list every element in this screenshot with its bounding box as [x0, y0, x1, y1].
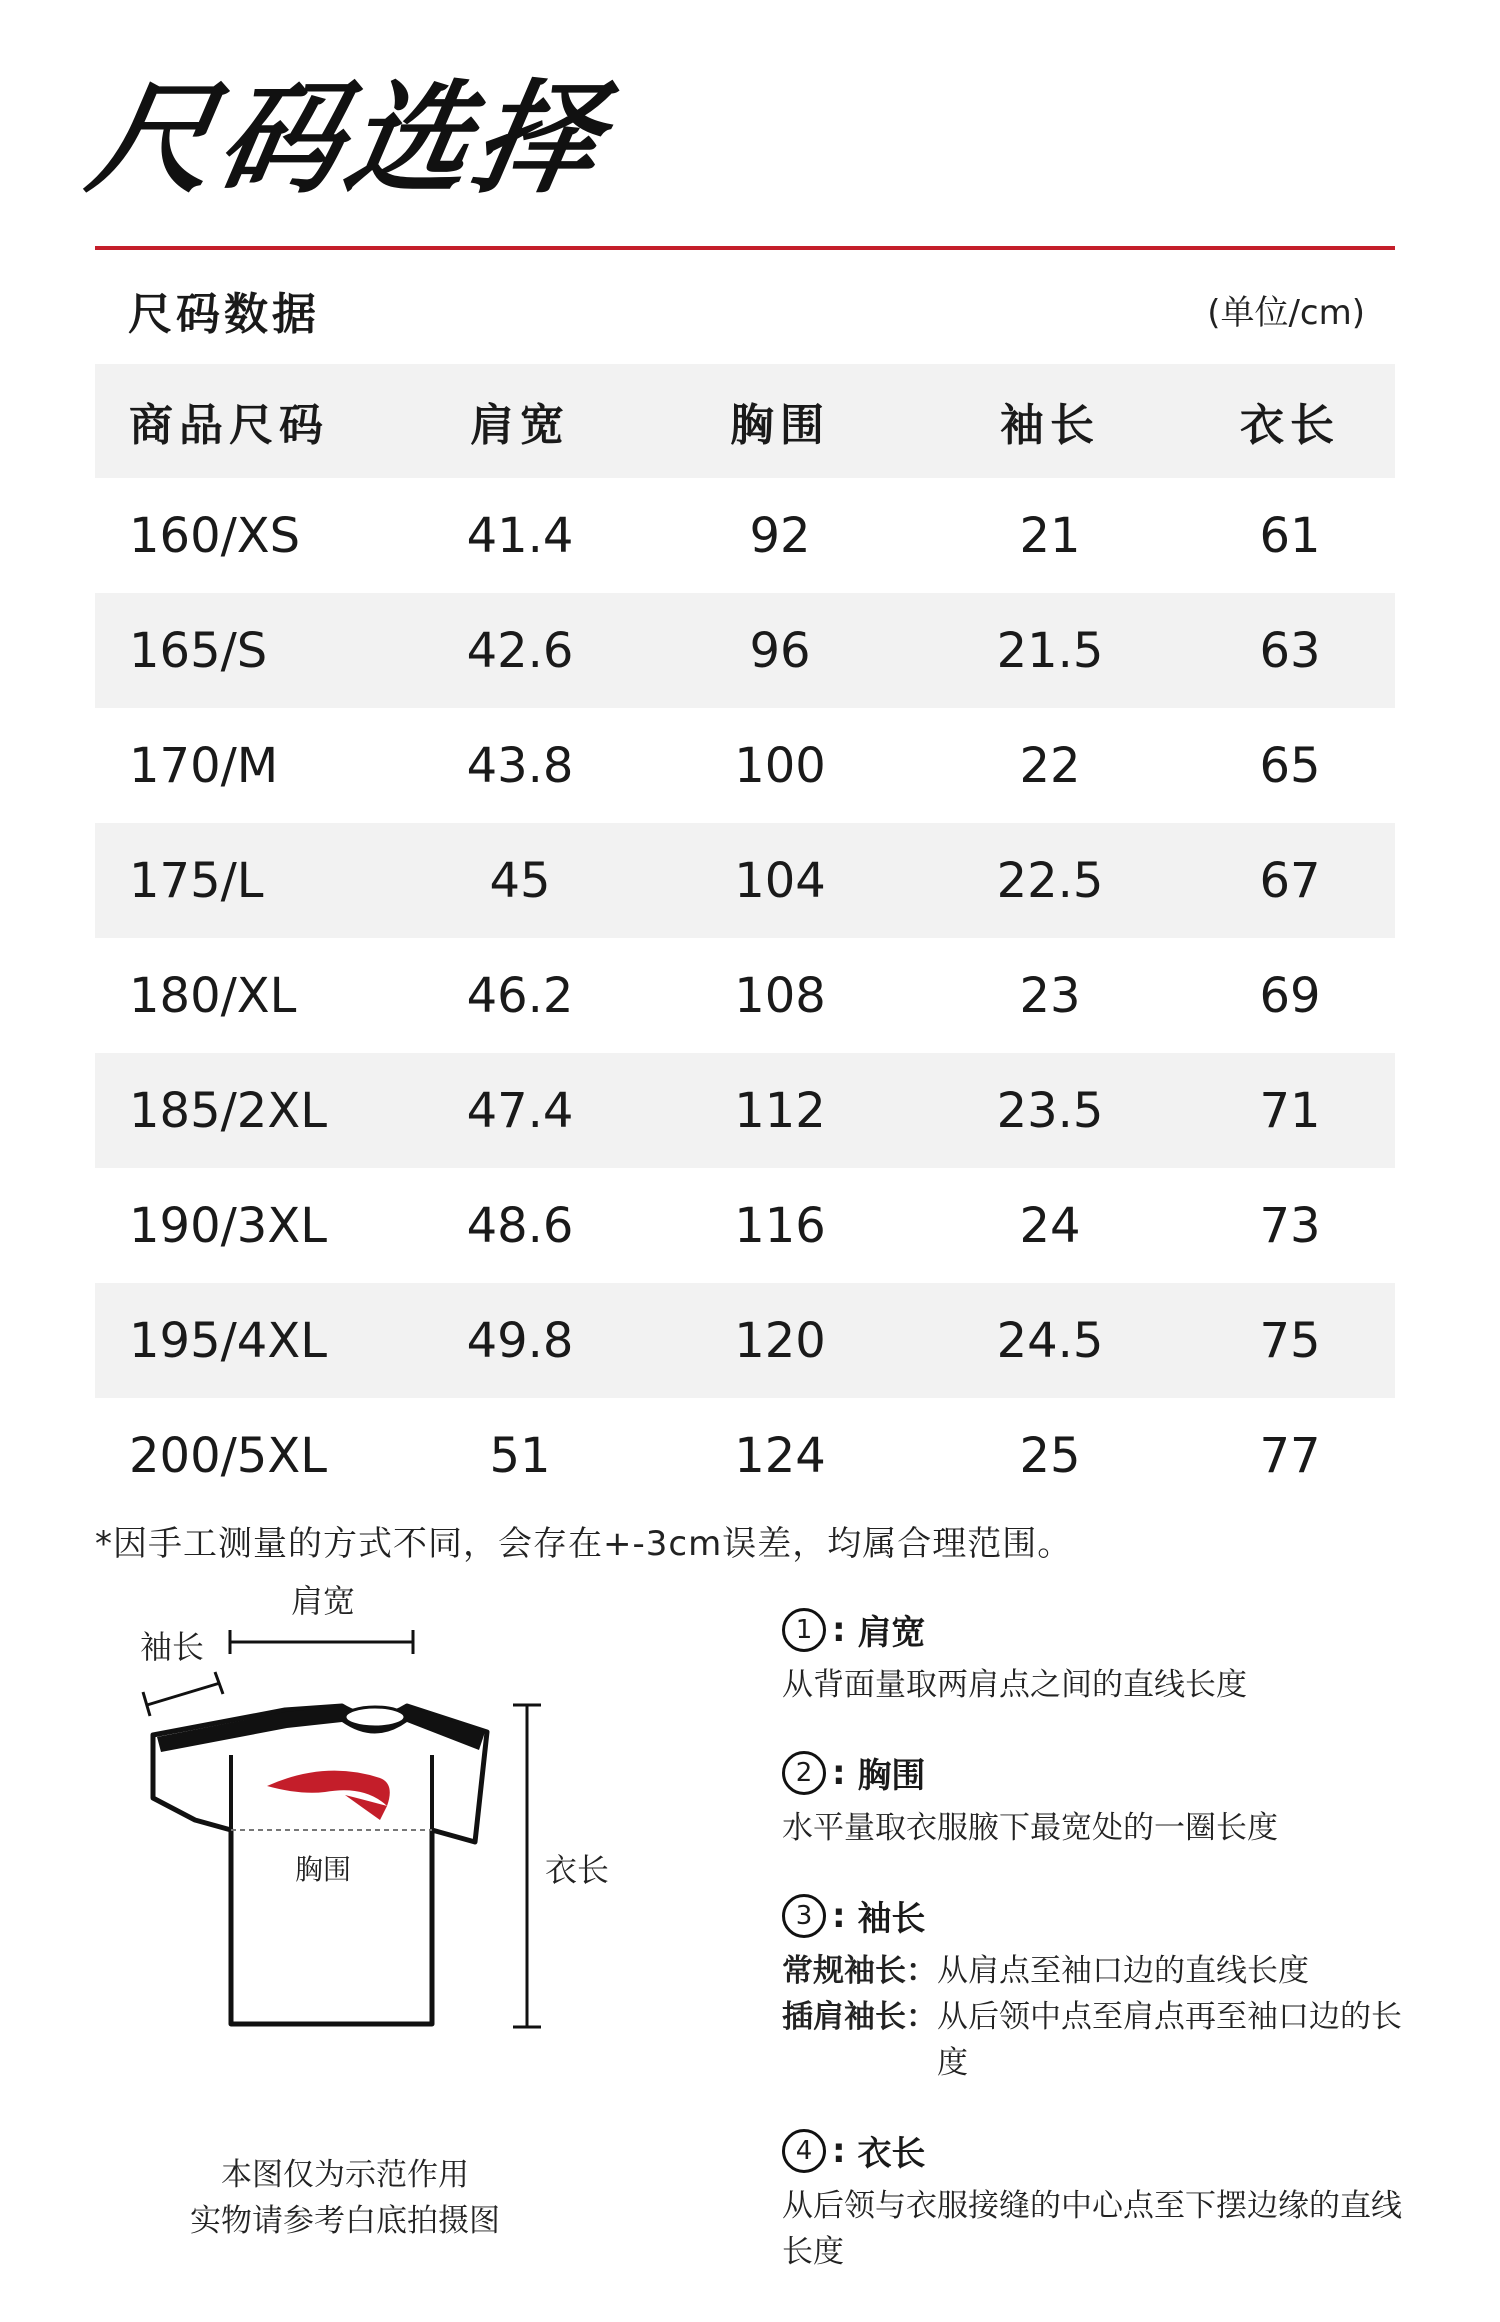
cell-shoulder: 47.4 — [466, 1082, 574, 1139]
table-header-row — [95, 364, 1395, 478]
cell-length: 77 — [1259, 1427, 1321, 1484]
sleeve-regular-text: 从肩点至袖口边的直线长度 — [937, 1953, 1309, 1989]
cell-size: 185/2XL — [129, 1082, 327, 1139]
cell-shoulder: 48.6 — [466, 1197, 574, 1254]
definition-title: 衣长 — [857, 2134, 926, 2174]
definition-shoulder: 1 : 肩宽 从背面量取两肩点之间的直线长度 — [782, 1605, 1402, 1708]
cell-chest: 120 — [734, 1312, 826, 1369]
caption-line-1: 本图仅为示范作用 — [221, 2157, 469, 2193]
cell-chest: 116 — [734, 1197, 826, 1254]
sleeve-regular-key: 常规袖长： — [782, 1953, 937, 1989]
cell-shoulder: 49.8 — [466, 1312, 574, 1369]
cell-chest: 92 — [749, 507, 811, 564]
cell-length: 61 — [1259, 507, 1321, 564]
cell-sleeve: 23.5 — [996, 1082, 1104, 1139]
cell-size: 170/M — [129, 737, 279, 794]
measurement-definitions — [782, 1605, 1402, 2315]
page-title: 尺码选择 — [79, 68, 617, 210]
title-divider — [95, 246, 1395, 250]
cell-size: 200/5XL — [129, 1427, 327, 1484]
cell-size: 180/XL — [129, 967, 297, 1024]
cell-sleeve: 24.5 — [996, 1312, 1104, 1369]
table-row — [95, 823, 1395, 938]
cell-length: 69 — [1259, 967, 1321, 1024]
number-1-icon: 1 — [782, 1608, 826, 1652]
header-chest: 胸围 — [730, 400, 830, 451]
cell-size: 160/XS — [129, 507, 301, 564]
cell-size: 175/L — [129, 852, 264, 909]
cell-shoulder: 43.8 — [466, 737, 574, 794]
cell-length: 63 — [1259, 622, 1321, 679]
header-sleeve: 袖长 — [1000, 400, 1100, 451]
number-2-icon: 2 — [782, 1751, 826, 1795]
number-3-icon: 3 — [782, 1894, 826, 1938]
sleeve-raglan-text: 从后领中点至肩点再至袖口边的长度 — [937, 1999, 1402, 2081]
header-size: 商品尺码 — [129, 400, 329, 451]
cell-sleeve: 25 — [1019, 1427, 1081, 1484]
definition-text: 从背面量取两肩点之间的直线长度 — [782, 1667, 1247, 1703]
cell-shoulder: 45 — [489, 852, 551, 909]
cell-shoulder: 41.4 — [466, 507, 574, 564]
cell-chest: 124 — [734, 1427, 826, 1484]
cell-size: 165/S — [129, 622, 268, 679]
table-row — [95, 708, 1395, 823]
definition-title: 胸围 — [857, 1756, 926, 1796]
cell-sleeve: 23 — [1019, 967, 1081, 1024]
definition-chest: 2 : 胸围 水平量取衣服腋下最宽处的一圈长度 — [782, 1748, 1402, 1851]
measurement-footnote: *因手工测量的方式不同，会存在+-3cm误差，均属合理范围。 — [95, 1524, 1073, 1564]
definition-title: 肩宽 — [857, 1613, 926, 1653]
sleeve-label: 袖长 — [140, 1628, 205, 1666]
cell-chest: 112 — [734, 1082, 826, 1139]
cell-sleeve: 24 — [1019, 1197, 1081, 1254]
cell-length: 73 — [1259, 1197, 1321, 1254]
caption-line-2: 实物请参考白底拍摄图 — [190, 2203, 500, 2239]
chest-label: 胸围 — [295, 1853, 352, 1886]
sleeve-raglan-key: 插肩袖长： — [782, 1999, 937, 2035]
diagram-caption — [95, 2152, 595, 2244]
number-4-icon: 4 — [782, 2129, 826, 2173]
cell-shoulder: 51 — [489, 1427, 551, 1484]
definition-length: 4 : 衣长 从后领与衣服接缝的中心点至下摆边缘的直线长度 — [782, 2126, 1402, 2275]
cell-size: 190/3XL — [129, 1197, 327, 1254]
cell-chest: 100 — [734, 737, 826, 794]
unit-label: (单位/cm) — [1207, 293, 1365, 333]
table-row — [95, 1168, 1395, 1283]
shoulder-label: 肩宽 — [291, 1582, 356, 1620]
cell-shoulder: 42.6 — [466, 622, 574, 679]
cell-chest: 96 — [749, 622, 811, 679]
cell-chest: 108 — [734, 967, 826, 1024]
table-row — [95, 1398, 1395, 1513]
table-row — [95, 593, 1395, 708]
table-row — [95, 1283, 1395, 1398]
table-row — [95, 1053, 1395, 1168]
definition-text: 水平量取衣服腋下最宽处的一圈长度 — [782, 1810, 1278, 1846]
cell-length: 65 — [1259, 737, 1321, 794]
cell-shoulder: 46.2 — [466, 967, 574, 1024]
header-length: 衣长 — [1240, 400, 1340, 451]
length-label: 衣长 — [545, 1851, 610, 1889]
table-row — [95, 478, 1395, 593]
cell-length: 67 — [1259, 852, 1321, 909]
definition-title: 袖长 — [857, 1899, 926, 1939]
section-title: 尺码数据 — [128, 289, 320, 340]
table-row — [95, 938, 1395, 1053]
cell-sleeve: 22 — [1019, 737, 1081, 794]
cell-length: 75 — [1259, 1312, 1321, 1369]
definition-sleeve: 3 : 袖长 常规袖长： 从肩点至袖口边的直线长度 插肩袖长： 从后领中点至肩点再至袖口边的长度 — [782, 1891, 1402, 2086]
size-table — [95, 364, 1395, 1513]
cell-size: 195/4XL — [129, 1312, 327, 1369]
cell-chest: 104 — [734, 852, 826, 909]
cell-sleeve: 21.5 — [996, 622, 1104, 679]
cell-length: 71 — [1259, 1082, 1321, 1139]
cell-sleeve: 22.5 — [996, 852, 1104, 909]
header-shoulder: 肩宽 — [470, 400, 570, 451]
cell-sleeve: 21 — [1019, 507, 1081, 564]
definition-text: 从后领与衣服接缝的中心点至下摆边缘的直线长度 — [782, 2188, 1402, 2270]
